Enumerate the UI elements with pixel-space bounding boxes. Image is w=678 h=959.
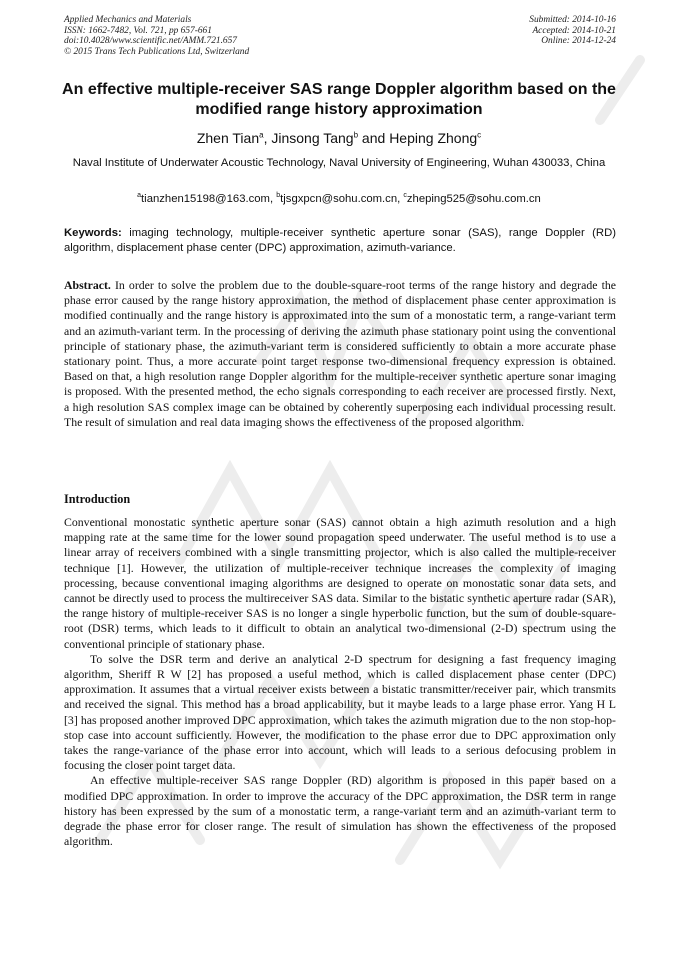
email-separator: , [269, 192, 277, 205]
author-name: Jinsong Tang [271, 130, 354, 146]
author-name: Heping Zhong [389, 130, 478, 146]
journal-info [64, 15, 249, 57]
affiliation: Naval Institute of Underwater Acoustic Technology, Naval University of Engineering, Wuhan 430033, China [72, 157, 606, 169]
introduction-heading: Introduction [64, 492, 131, 506]
email-address: tjsgxpcn@sohu.com.cn [280, 192, 398, 205]
journal-doi: doi:10.4028/www.scientific.net/AMM.721.657 [64, 36, 237, 47]
email-list [40, 192, 638, 205]
accepted-date: Accepted: 2014-10-21 [532, 25, 616, 36]
email-address: tianzhen15198@163.com [141, 192, 270, 205]
paper-title: An effective multiple-receiver SAS range Doppler algorithm based on the modified range history approximation [62, 81, 616, 118]
intro-paragraph: An effective multiple-receiver SAS range Doppler (RD) algorithm is proposed in this paper based on a modified DPC approximation. In order to improve the accuracy of the DPC approximation, the DSR term in range history has been expressed by the sum of a monostatic term, a range-variant term and an azimuth-variant term to degrade the phase error for closer range. The result of simulation has shown the effectiveness of the proposed algorithm. [64, 773, 616, 849]
introduction-section [64, 515, 616, 849]
submission-dates [529, 15, 616, 47]
keywords-section [64, 226, 616, 256]
author-separator: , [263, 130, 272, 146]
author-mark: b [353, 130, 359, 140]
journal-name: Applied Mechanics and Materials [64, 15, 192, 25]
abstract-section [64, 278, 616, 430]
journal-issn: ISSN: 1662-7482, Vol. 721, pp 657-661 [64, 25, 212, 36]
abstract-text: In order to solve the problem due to the double-square-root terms of the range history and degrade the phase error caused by the range history approximation, the method of displacement phase center approximation is modified continually and the range history is approximated into the sum of a monostatic term, a range-variant term and an azimuth-variant term. In the processing of deriving the azimuth phase stationary point using the conventional principle of stationary phase, the azimuth-variant term is considered sufficiently to obtain a more accurate phase stationary point. Thus, a more accurate point target response two-dimensional frequency expression is obtained. Based on that, a high resolution range Doppler algorithm for the multiple-receiver synthetic aperture sonar imaging is proposed. With the presented method, the echo signals corresponding to each receiver are processed firstly. Next, a high resolution SAS complex image can be obtained by coherently superposing each individual processing result. The result of simulation and real data imaging shows the effectiveness of the proposed algorithm. [64, 278, 616, 429]
keywords-label: Keywords: [64, 227, 122, 239]
email-separator: , [397, 192, 404, 205]
author-mark: a [259, 130, 264, 140]
author-separator: and [358, 130, 390, 146]
author-name: Zhen Tian [196, 130, 260, 146]
email-mark: a [137, 192, 142, 199]
email-mark: c [403, 192, 407, 199]
keywords-text: imaging technology, multiple-receiver synthetic aperture sonar (SAS), range Doppler (RD) algorithm, displacement phase center (DPC) approximation, azimuth-variance. [64, 227, 616, 254]
journal-copyright: © 2015 Trans Tech Publications Ltd, Switzerland [64, 46, 250, 57]
author-list [40, 130, 638, 146]
intro-paragraph: Conventional monostatic synthetic aperture sonar (SAS) cannot obtain a high azimuth resolution and a high mapping rate at the same time for the lower sound propagation speed underwater. The useful method is to use a linear array of receivers combined with a single transmitting projector, which is also called the multiple-receiver technique [1]. However, the utilization of multiple-receiver technique increases the complexity of imaging processing, because conventional imaging algorithms are designed to operate on monostatic sonar data sets, and cannot be directly used to process the multireceiver SAS data. Similar to the bistatic synthetic aperture radar (SAR), the range history of multiple-receiver SAS is no longer a single hyperbolic function, but the sum of double-square-root (DSR) terms, which leads to it difficult to obtain an analytical two-dimensional (2-D) spectrum using the conventional principle of stationary phase. [64, 515, 616, 651]
email-address: zheping525@sohu.com.cn [406, 192, 541, 205]
author-mark: c [477, 130, 482, 140]
submitted-date: Submitted: 2014-10-16 [529, 15, 616, 25]
email-mark: b [276, 192, 281, 199]
abstract-label: Abstract. [64, 278, 111, 292]
intro-paragraph: To solve the DSR term and derive an analytical 2-D spectrum for designing a fast frequency imaging algorithm, Sheriff R W [2] has proposed a useful method, which is called displacement phase center (DPC) approximation. It assumes that a virtual receiver exists between a bistatic transmitter/receiver pair, which transmits and received the signal. This method has a broad applicability, but it maybe leads to a large phase error. Yang H L [3] has proposed another improved DPC approximation, which takes the azimuth migration due to the non stop-hop-stop case into account sufficiently. However, the modification to the phase error due to DPC approximation only takes the range-variance of the phase error into account, which will leads to a serious defocusing problem in focusing the closer point target data. [64, 651, 616, 773]
online-date: Online: 2014-12-24 [541, 36, 616, 47]
